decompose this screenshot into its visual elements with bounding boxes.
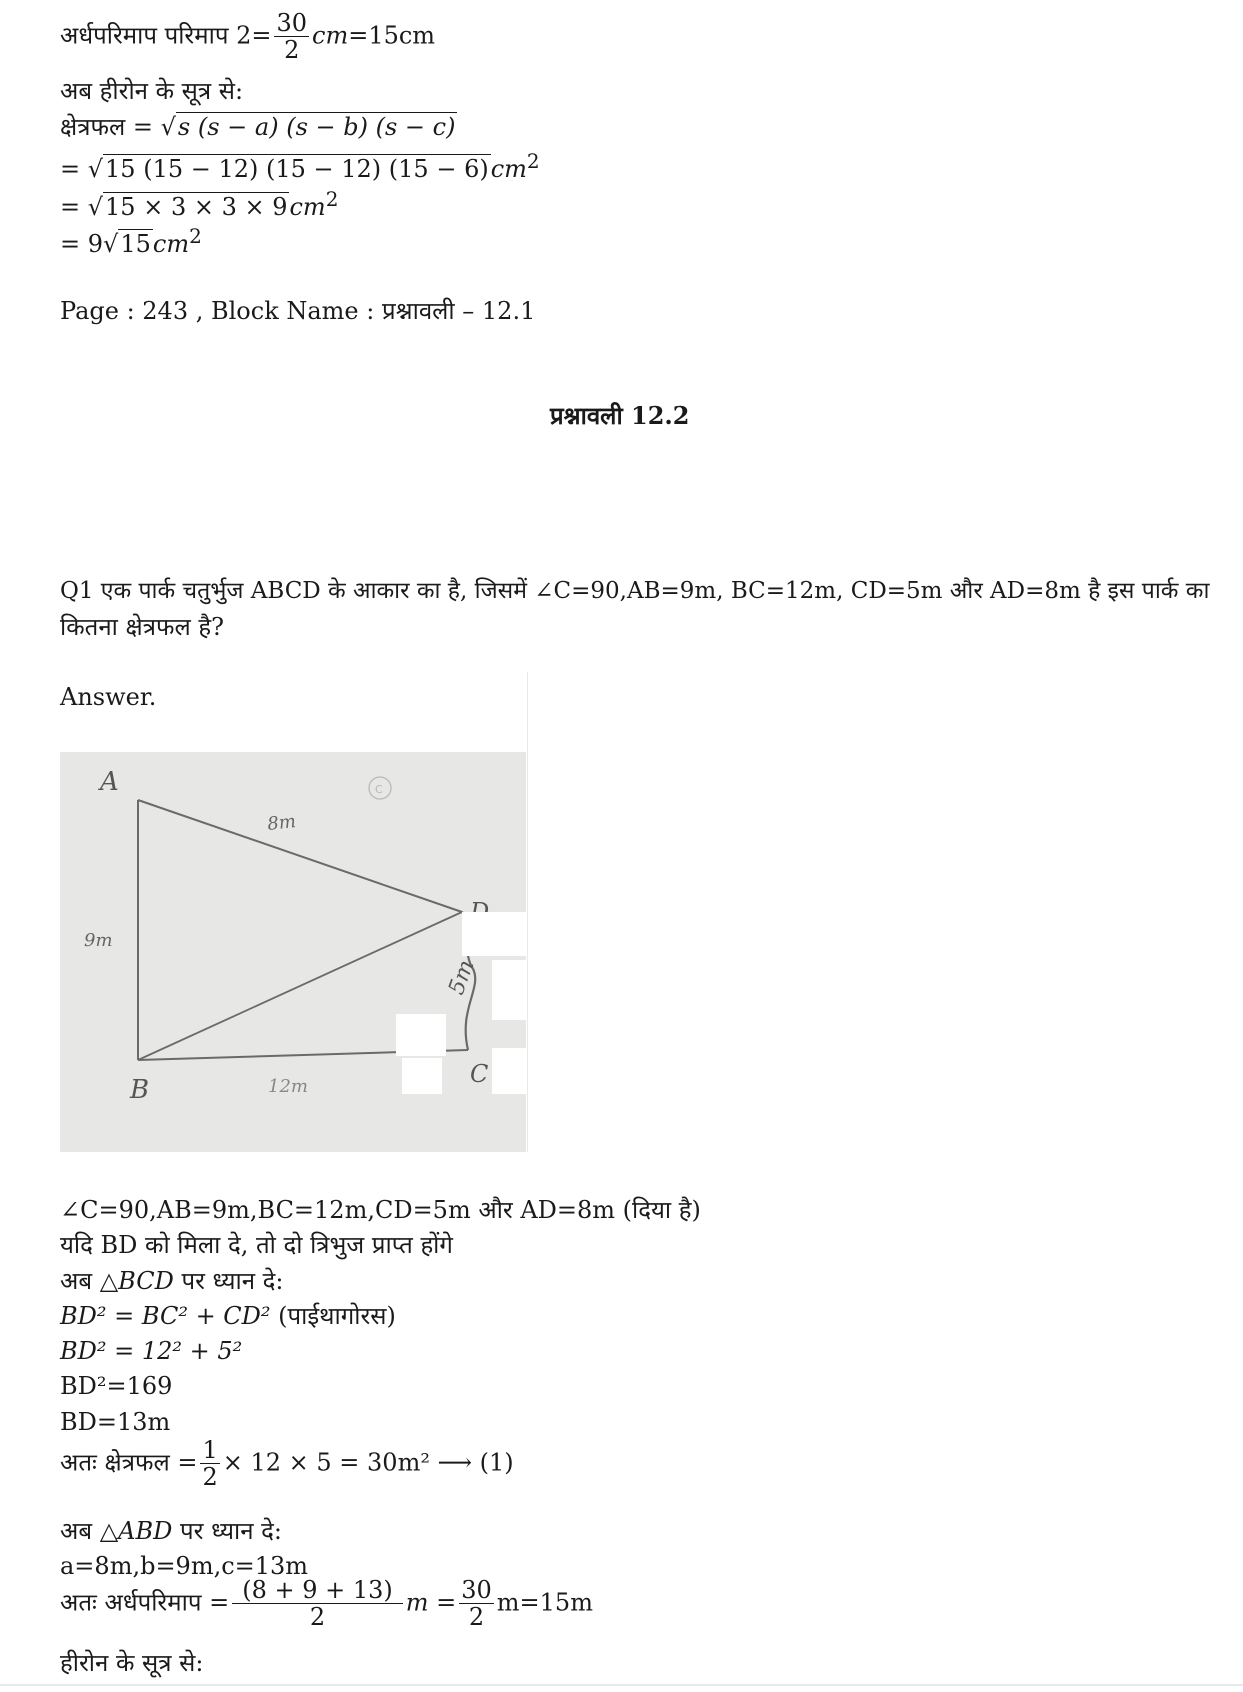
half-fraction: $\frac{1}{2}$	[202, 1436, 218, 1492]
area-formula-radicand: s (s − a) (s − b) (s − c)	[177, 113, 456, 141]
redaction-patch-2	[396, 1014, 446, 1056]
thirty-over-two-fraction: $\frac{30}{2}$	[461, 1576, 492, 1632]
label-b: B	[130, 1075, 150, 1105]
label-cd-length: 5m	[444, 956, 480, 999]
area-bcd-line: अतः क्षेत्रफल = $\frac{1}{2}$ × 12 × 5 = 30m² ⟶ (1)	[60, 1436, 514, 1492]
redaction-patch-5	[492, 1048, 526, 1094]
quadrilateral-figure	[60, 752, 526, 1152]
sum-fraction: $\frac{(8 + 9 + 13)}{2}$	[232, 1577, 403, 1631]
corner-circle-letter: C	[375, 783, 383, 796]
consider-bcd-line: अब △BCD पर ध्यान दे:	[60, 1267, 284, 1295]
redaction-patch-1	[462, 912, 526, 956]
area-formula-line: क्षेत्रफल = √s (s − a) (s − b) (s − c)	[60, 113, 456, 141]
area-step-1: = √15 (15 − 12) (15 − 12) $(15 - 6)cm^2$	[60, 149, 540, 183]
heron-intro: अब हीरोन के सूत्र से:	[60, 77, 244, 105]
redaction-patch-3	[402, 1058, 442, 1094]
bottom-rule	[0, 1684, 1243, 1686]
redaction-patch-4	[492, 960, 526, 1020]
label-bc-length: 12m	[268, 1076, 308, 1097]
semi-perimeter-abd-line: अतः अर्धपरिमाप = $\frac{(8 + 9 + 13)}{2}$ m = $\frac{30}{2}$ m=15m	[60, 1576, 593, 1632]
label-ad-length: 8m	[266, 811, 297, 835]
question-line-1: Q1 एक पार्क चतुर्भुज ABCD के आकार का है, जिसमें ∠C=90,AB=9m, BC=12m, CD=5m और AD=8m है इस पार्क का	[60, 578, 1210, 604]
label-c: C	[470, 1060, 489, 1088]
sides-line: a=8m,b=9m,c=13m	[60, 1552, 309, 1580]
quadrilateral-sketch	[60, 752, 526, 1152]
area-step-2: = $√15 \times 3 \times 3 \times 9cm^2$	[60, 187, 339, 221]
label-a: A	[100, 767, 119, 797]
bd-squared: BD²=169	[60, 1372, 173, 1400]
area-step-3: = $9√15cm^2$	[60, 224, 202, 258]
pythagoras-line: BD² = BC² + CD² (पाईथागोरस)	[60, 1302, 396, 1330]
semi-perimeter-fraction: $\frac{30}{2}$	[276, 9, 308, 65]
bd-value: BD=13m	[60, 1408, 171, 1436]
semi-perimeter-line: अर्धपरिमाप परिमाप 2= $\frac{30}{2}$ cm=15cm	[60, 9, 436, 65]
join-bd-line: यदि BD को मिला दे, तो दो त्रिभुज प्राप्त होंगे	[60, 1231, 453, 1259]
question-line-2: कितना क्षेत्रफल है?	[60, 613, 224, 641]
semi-perimeter-label: अर्धपरिमाप परिमाप 2=	[60, 21, 272, 50]
consider-abd-line: अब △ABD पर ध्यान दे:	[60, 1517, 283, 1545]
pythagoras-substitution: BD² = 12² + 5²	[60, 1337, 243, 1365]
side-ad	[138, 800, 462, 912]
section-title: प्रश्नावली 12.2	[550, 401, 690, 430]
label-ab-length: 9m	[84, 930, 113, 951]
given-line: ∠C=90,AB=9m,BC=12m,CD=5m और AD=8m (दिया है)	[60, 1196, 701, 1224]
heron-end-line: हीरोन के सूत्र से:	[60, 1649, 204, 1677]
answer-label: Answer.	[60, 683, 157, 711]
page-reference: Page : 243 , Block Name : प्रश्नावली – 12.1	[60, 297, 536, 325]
faint-divider	[527, 672, 528, 1152]
